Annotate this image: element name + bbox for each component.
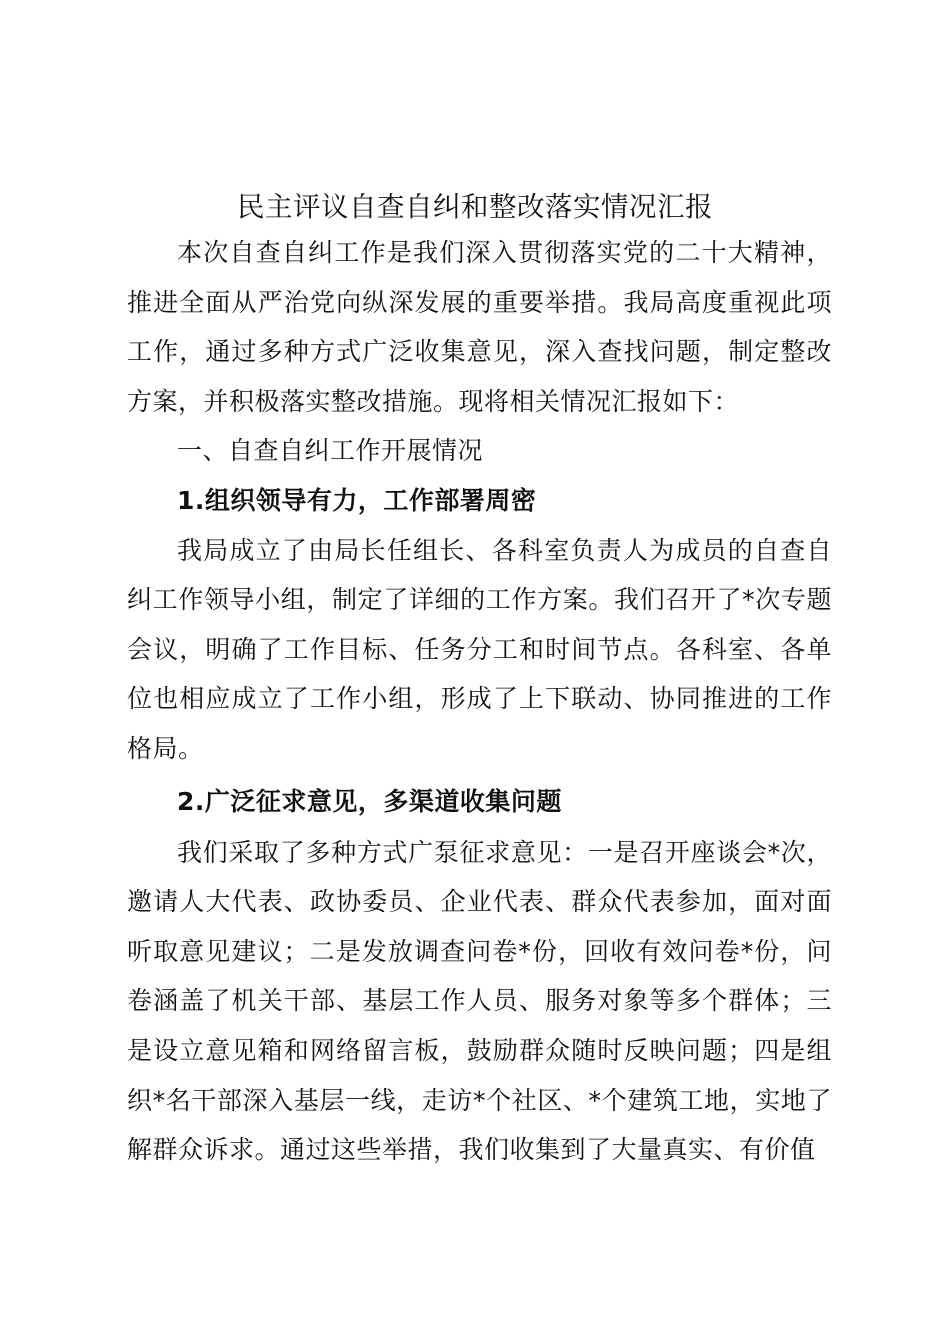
subsection-1-paragraph: 我局成立了由局长任组长、各科室负责人为成员的自查自纠工作领导小组，制定了详细的工作方案。我们召开了*次专题会议，明确了工作目标、任务分工和时间节点。各科室、各单位也相应成立了工作小组，形成了上下联动、协同推进的工作格局。 (127, 535, 832, 763)
document-title: 民主评议自查自纠和整改落实情况汇报 (237, 191, 713, 223)
subsection-heading-1: 1.组织领导有力，工作部署周密 (177, 485, 537, 515)
document-body (127, 228, 832, 1175)
subsection-heading-2: 2.广泛征求意见，多渠道收集问题 (177, 786, 562, 816)
section-heading-1: 一、自查自纠工作开展情况 (177, 436, 484, 466)
subsection-2-paragraph: 我们采取了多种方式广泵征求意见：一是召开座谈会*次，邀请人大代表、政协委员、企业代表、群众代表参加，面对面听取意见建议；二是发放调查问卷*份，回收有效问卷*份，问卷涵盖了机关干部、基层工作人员、服务对象等多个群体；三是设立意见箱和网络留言板，鼓励群众随时反映问题；四是组织*名干部深入基层一线，走访*个社区、*个建筑工地，实地了解群众诉求。通过这些举措，我们收集到了大量真实、有价值 (127, 837, 832, 1165)
intro-paragraph: 本次自查自纠工作是我们深入贯彻落实党的二十大精神，推进全面从严治党向纵深发展的重要举措。我局高度重视此项工作，通过多种方式广泛收集意见，深入查找问题，制定整改方案，并积极落实整改措施。现将相关情况汇报如下： (127, 238, 832, 416)
